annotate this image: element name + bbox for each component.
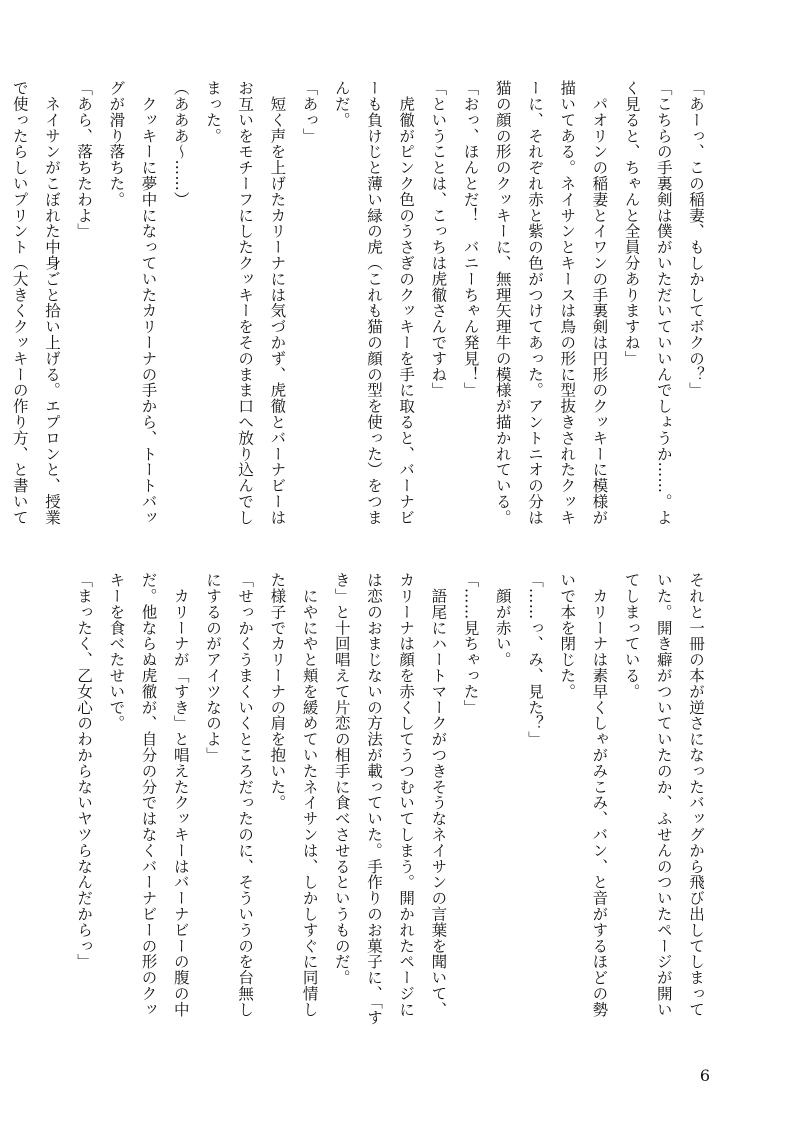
text-column-top <box>10 80 712 530</box>
paragraph: クッキーに夢中になっていたカリーナの手から、トートバッグが滑り落ちた。 <box>107 80 158 526</box>
paragraph: 短く声を上げたカリーナには気づかず、虎徹とバーナビーはお互いをモチーフにしたクッキーをそのまま口へ放り込んでしまった。 <box>203 80 287 526</box>
paragraph: それと一冊の本が逆さになったバッグから飛び出してしまっていた。開き癖がついていたのか、ふせんのついたページが開いてしまっている。 <box>622 572 705 1018</box>
paragraph: 「せっかくうまくいくところだったのに、そういうのを台無しにするのがアイツなのよ」 <box>203 572 255 1018</box>
paragraph: 「ということは、こっちは虎徹さんですね」 <box>429 80 448 398</box>
paragraph: にやにやと頬を緩めていたネイサンは、しかしすぐに同情した様子でカリーナの肩を抱いた。 <box>268 572 319 1018</box>
paragraph: 語尾にハートマークがつきそうなネイサンの言葉を聞いて、カリーナは顔を赤くしてうつむいてしまう。開かれたページには恋のおまじないの方法が載っていた。手作りのお菓子に、「すき」と十回唱えて片恋の相手に食べさせるというものだ。 <box>332 572 448 1026</box>
paragraph: 「あーっ、この稲妻、もしかしてボクの？」 <box>687 80 705 398</box>
paragraph: 「あら、落ちたわよ」 <box>75 80 94 239</box>
paragraph: カリーナは素早くしゃがみこみ、バン、と音がするほどの勢いで本を閉じた。 <box>558 572 609 1018</box>
paragraph: 「……見ちゃった」 <box>461 572 480 716</box>
page-number: 6 <box>699 1066 711 1085</box>
paragraph: 「おっ、ほんとだ！ バニーちゃん発見！」 <box>461 80 480 398</box>
paragraph: パオリンの稲妻とイワンの手裏剣は円形のクッキーに模様が描いてある。ネイサンとキースは鳥の形に型抜きされたクッキーに、それぞれ赤と紫の色がつけてあった。アントニオの分は猫の顔の形のクッキーに、無理矢理牛の模様が描かれている。 <box>493 80 609 526</box>
text-column-bottom <box>75 572 712 1032</box>
paragraph: 虎徹がピンク色のうさぎのクッキーを手に取ると、バーナビーも負けじと薄い緑の虎（これも猫の顔の型を使った）をつまんだ。 <box>332 80 416 526</box>
paragraph: （あああ〜……） <box>171 80 190 208</box>
paragraph: 「まったく、乙女心のわからないヤツらなんだからっ」 <box>75 572 94 970</box>
paragraph: 「こちらの手裏剣は僕がいただいていいんでしょうか……。よく見ると、ちゃんと全員分ありますね」 <box>622 80 673 526</box>
paragraph: 「あっ」 <box>300 80 319 144</box>
paragraph: ネイサンがこぼれた中身ごと拾い上げる。エプロンと、授業で使ったらしいプリント（大きくクッキーの作り方、と書いて <box>10 80 61 526</box>
paragraph: カリーナが「すき」と唱えたクッキーはバーナビーの腹の中だ。他ならぬ虎徹が、自分の分ではなくバーナビーの形のクッキーを食べたせいで。 <box>107 572 190 1018</box>
paragraph: 「……っ、み、見た？」 <box>525 572 544 747</box>
paragraph: 顔が赤い。 <box>493 572 512 668</box>
